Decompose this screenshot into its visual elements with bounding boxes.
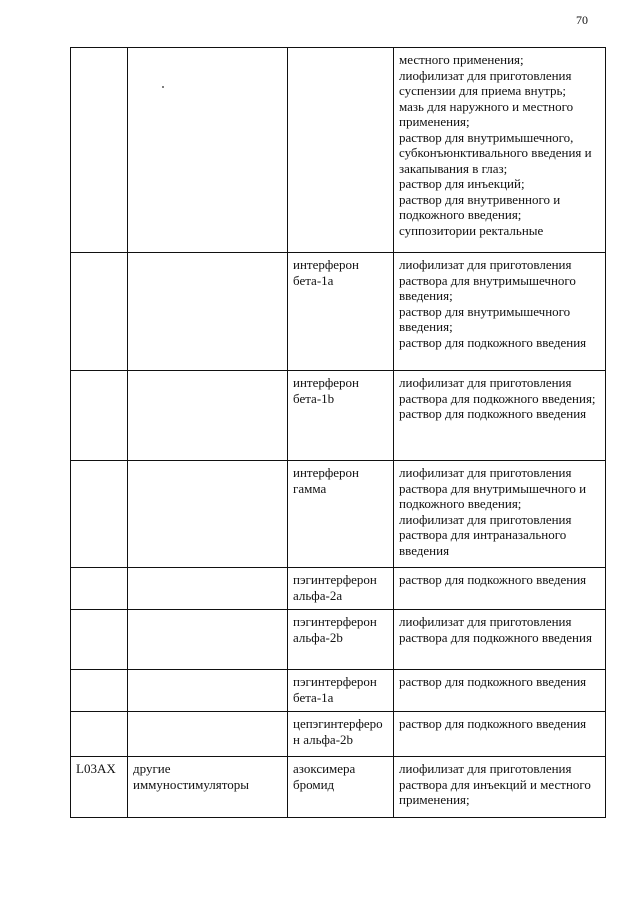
drug-name-cell: пэгинтерферон альфа-2a [288,568,394,610]
group-cell: другие иммуностимуляторы [128,757,288,818]
table-row [71,253,606,371]
group-cell [128,48,288,253]
drug-table [70,47,606,818]
table-row [71,712,606,757]
dosage-forms-cell: раствор для подкожного введения [394,568,606,610]
dosage-forms-cell: местного применения; лиофилизат для приготовления суспензии для приема внутрь; мазь для наружного и местного применения; раствор для внутримышечного, субконъюнктивального введения и закапывания в глаз; раствор для инъекций; раствор для внутривенного и подкожного введения; суппозитории ректальные [394,48,606,253]
atc-code-cell [71,253,128,371]
dosage-forms-cell: раствор для подкожного введения [394,712,606,757]
atc-code-cell [71,670,128,712]
atc-code-cell [71,610,128,670]
drug-name-cell: пэгинтерферон альфа-2b [288,610,394,670]
dosage-forms-cell: лиофилизат для приготовления раствора для внутримышечного введения; раствор для внутримышечного введения; раствор для подкожного введения [394,253,606,371]
table-row [71,48,606,253]
drug-name-cell: цепэгинтерферо н альфа-2b [288,712,394,757]
page-number: 70 [576,13,588,27]
drug-name-cell: интерферон бета-1a [288,253,394,371]
group-cell [128,461,288,568]
table-row [71,461,606,568]
drug-name-cell: азоксимера бромид [288,757,394,818]
atc-code-cell [71,568,128,610]
table-row [71,670,606,712]
dosage-forms-cell: лиофилизат для приготовления раствора для инъекций и местного применения; [394,757,606,818]
drug-name-cell: интерферон бета-1b [288,371,394,461]
table-row [71,757,606,818]
table-row [71,610,606,670]
atc-code-cell: L03AX [71,757,128,818]
group-cell [128,253,288,371]
dosage-forms-cell: лиофилизат для приготовления раствора для подкожного введения [394,610,606,670]
table-row [71,371,606,461]
group-cell [128,610,288,670]
atc-code-cell [71,461,128,568]
atc-code-cell [71,712,128,757]
group-cell [128,670,288,712]
atc-code-cell [71,371,128,461]
atc-code-cell [71,48,128,253]
group-cell [128,568,288,610]
drug-name-cell [288,48,394,253]
drug-name-cell: интерферон гамма [288,461,394,568]
dosage-forms-cell: лиофилизат для приготовления раствора для внутримышечного и подкожного введения; лиофилизат для приготовления раствора для интраназального введения [394,461,606,568]
dosage-forms-cell: лиофилизат для приготовления раствора для подкожного введения; раствор для подкожного введения [394,371,606,461]
table-row [71,568,606,610]
drug-name-cell: пэгинтерферон бета-1a [288,670,394,712]
group-cell [128,371,288,461]
dosage-forms-cell: раствор для подкожного введения [394,670,606,712]
group-cell [128,712,288,757]
